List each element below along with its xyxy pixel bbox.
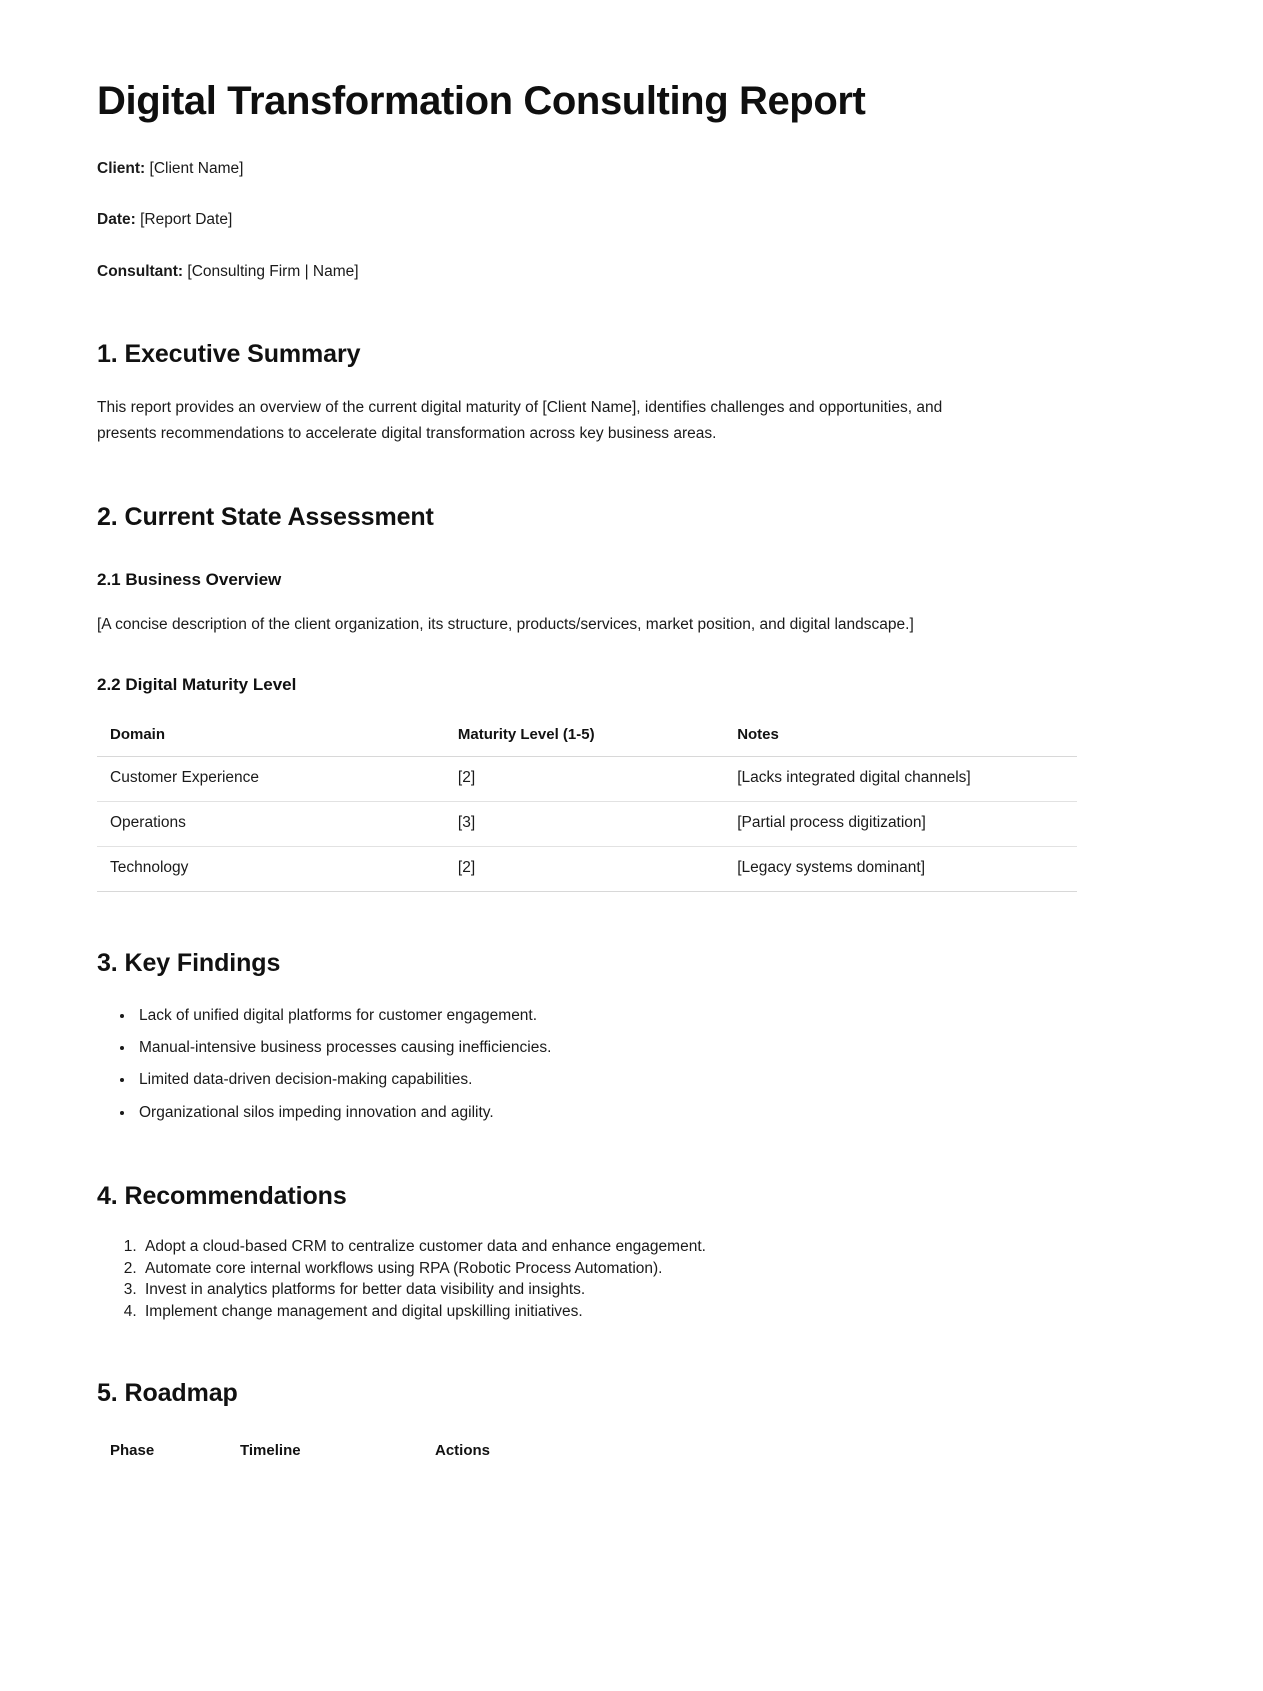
column-header-domain: Domain [97,718,445,757]
meta-date [97,209,1163,231]
list-item: • Manual-intensive business processes causing inefficiencies. [135,1036,1163,1060]
column-header-timeline: Timeline [240,1441,301,1459]
column-header-maturity-level: Maturity Level (1-5) [445,718,724,757]
cell-notes: [Legacy systems dominant] [724,846,1077,891]
cell-notes: [Lacks integrated digital channels] [724,756,1077,801]
cell-maturity-level: [2] [445,756,724,801]
list-item: • Organizational silos impeding innovation and agility. [135,1101,1163,1125]
list-item: 1. Adopt a cloud-based CRM to centralize customer data and enhance engagement. [141,1237,1163,1257]
section-heading-key-findings: 3. Key Findings [97,948,281,977]
meta-date-value: [Report Date] [140,211,233,229]
table-row [97,801,1077,846]
list-item: 4. Implement change management and digital upskilling initiatives. [141,1302,1163,1322]
section-heading-executive-summary: 1. Executive Summary [97,340,361,369]
meta-client-value: [Client Name] [149,160,244,177]
digital-maturity-table [97,718,1077,892]
recommendations-list [97,1237,1163,1321]
page-title: Digital Transformation Consulting Report [97,79,866,123]
section-heading-recommendations: 4. Recommendations [97,1182,347,1211]
meta-consultant [97,261,1163,283]
table-row [97,756,1077,801]
column-header-phase: Phase [110,1441,155,1459]
meta-client-label: Client: [97,160,146,177]
roadmap-table [97,1434,1077,1467]
column-header-notes: Notes [724,718,1077,757]
list-item: • Limited data-driven decision-making capabilities. [135,1068,1163,1092]
section-heading-current-state-assessment: 2. Current State Assessment [97,502,434,531]
meta-consultant-label: Consultant: [97,262,184,280]
meta-client [97,158,1163,180]
column-header-actions: Actions [435,1441,491,1459]
section-heading-roadmap: 5. Roadmap [97,1378,238,1407]
table-row [97,846,1077,891]
cell-maturity-level: [2] [445,846,724,891]
meta-date-label: Date: [97,211,136,229]
sub-heading-business-overview: 2.1 Business Overview [97,569,282,589]
sub-heading-digital-maturity-level: 2.2 Digital Maturity Level [97,675,297,695]
executive-summary-paragraph: This report provides an overview of the current digital maturity of [Client Name], identifies challenges and opportunities, and presents recommendations to accelerate digital transformation across key business areas. [97,399,943,442]
table-header-row [97,718,1077,757]
cell-domain: Operations [97,801,445,846]
table-header-row [97,1434,1077,1467]
business-overview-paragraph: [A concise description of the client organization, its structure, products/services, market position, and digital landscape.] [97,616,914,634]
cell-domain: Customer Experience [97,756,445,801]
meta-consultant-value: [Consulting Firm | Name] [187,262,359,280]
key-findings-list [97,1004,1163,1126]
list-item: 3. Invest in analytics platforms for better data visibility and insights. [141,1280,1163,1300]
list-item: 2. Automate core internal workflows using RPA (Robotic Process Automation). [141,1259,1163,1279]
cell-notes: [Partial process digitization] [724,801,1077,846]
list-item: • Lack of unified digital platforms for customer engagement. [135,1004,1163,1028]
cell-maturity-level: [3] [445,801,724,846]
cell-domain: Technology [97,846,445,891]
